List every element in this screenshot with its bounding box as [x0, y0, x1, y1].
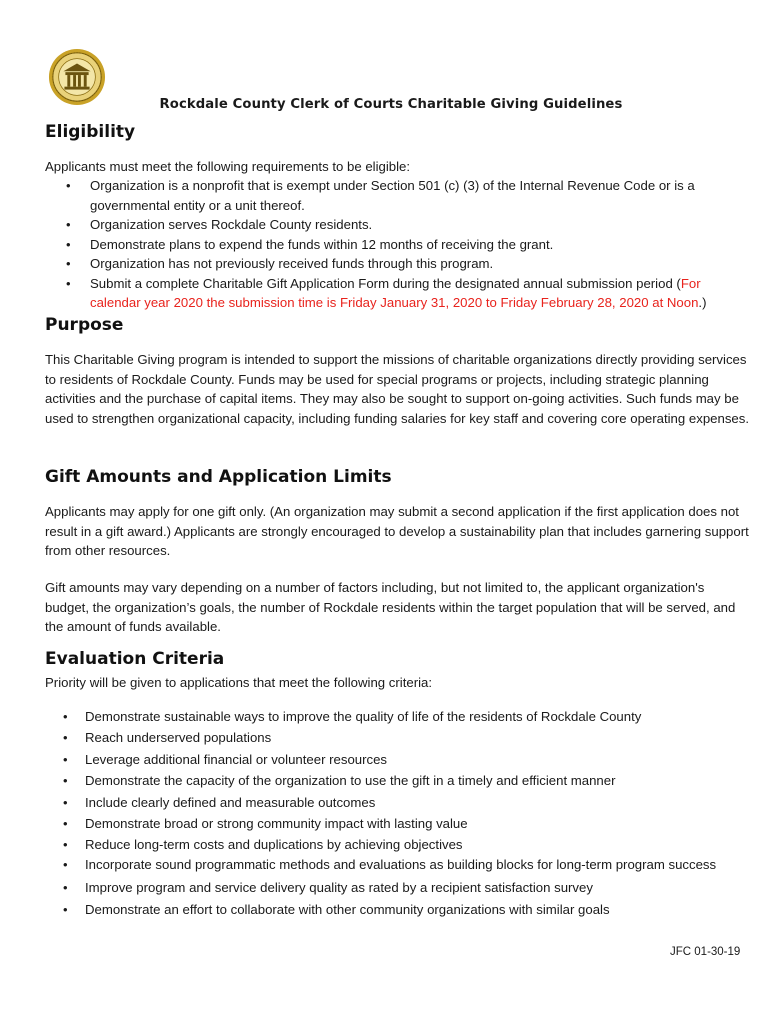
evaluation-list [85, 706, 725, 920]
list-item: • Demonstrate the capacity of the organization to use the gift in a timely and efficient manner [85, 770, 725, 791]
document-code-footer: JFC 01-30-19 [670, 946, 741, 958]
submission-text: Submit a complete Charitable Gift Application Form during the designated annual submission period ( [90, 275, 681, 291]
document-title: Rockdale County Clerk of Courts Charitable Giving Guidelines [159, 97, 623, 112]
list-item: • Demonstrate sustainable ways to improve the quality of life of the residents of Rockdale County [85, 706, 725, 727]
list-item: • Organization serves Rockdale County residents. [90, 215, 745, 235]
purpose-heading: Purpose [45, 315, 124, 335]
gift-amounts-heading: Gift Amounts and Application Limits [45, 467, 392, 487]
gift-paragraph-1: Applicants may apply for one gift only. (An organization may submit a second application if the first application does not result in a gift award.) Applicants are strongly encouraged to develop a sustainability plan that includes garnering support from other resources. [45, 504, 749, 558]
list-item [90, 274, 745, 313]
list-item: • Demonstrate plans to expend the funds within 12 months of receiving the grant. [90, 235, 745, 255]
list-item: • Include clearly defined and measurable outcomes [85, 792, 725, 813]
purpose-paragraph: This Charitable Giving program is intended to support the missions of charitable organizations directly providing services to residents of Rockdale County. Funds may be used for special programs or projects, including strategic planning activities and the purchase of capital items. They may also be sought to support on-going activities. Such funds may be used to strengthen organizational capacity, including funding salaries for key staff and covering core operating expenses. [45, 352, 750, 426]
list-item: • Reach underserved populations [85, 727, 725, 748]
list-item: • Incorporate sound programmatic methods and evaluations as building blocks for long-term program success [85, 856, 725, 874]
list-item: • Leverage additional financial or volunteer resources [85, 749, 725, 770]
eligibility-intro: Applicants must meet the following requirements to be eligible: [45, 159, 411, 174]
gift-paragraph-2: Gift amounts may vary depending on a number of factors including, but not limited to, the applicant organization's budget, the organization’s goals, the number of Rockdale residents within the target population that will be served, and the amount of funds available. [45, 580, 736, 634]
eligibility-list [90, 176, 745, 313]
submission-end: .) [698, 295, 707, 310]
eligibility-heading: Eligibility [45, 122, 136, 142]
list-item: • Organization has not previously received funds through this program. [90, 254, 745, 274]
list-item: • Improve program and service delivery quality as rated by a recipient satisfaction survey [85, 877, 725, 898]
list-item: • Demonstrate broad or strong community impact with lasting value [85, 813, 725, 834]
evaluation-intro: Priority will be given to applications that meet the following criteria: [45, 675, 433, 690]
list-item: • Organization is a nonprofit that is exempt under Section 501 (c) (3) of the Internal Revenue Code or is a governmental entity or a unit thereof. [90, 176, 745, 215]
list-item: • Reduce long-term costs and duplications by achieving objectives [85, 834, 725, 855]
list-item: • Demonstrate an effort to collaborate with other community organizations with similar goals [85, 899, 725, 920]
evaluation-heading: Evaluation Criteria [45, 649, 225, 669]
submission-period-highlight: For calendar year 2020 the submission time is Friday January 31, 2020 to Friday February 28, 2020 at Noon [90, 275, 701, 310]
